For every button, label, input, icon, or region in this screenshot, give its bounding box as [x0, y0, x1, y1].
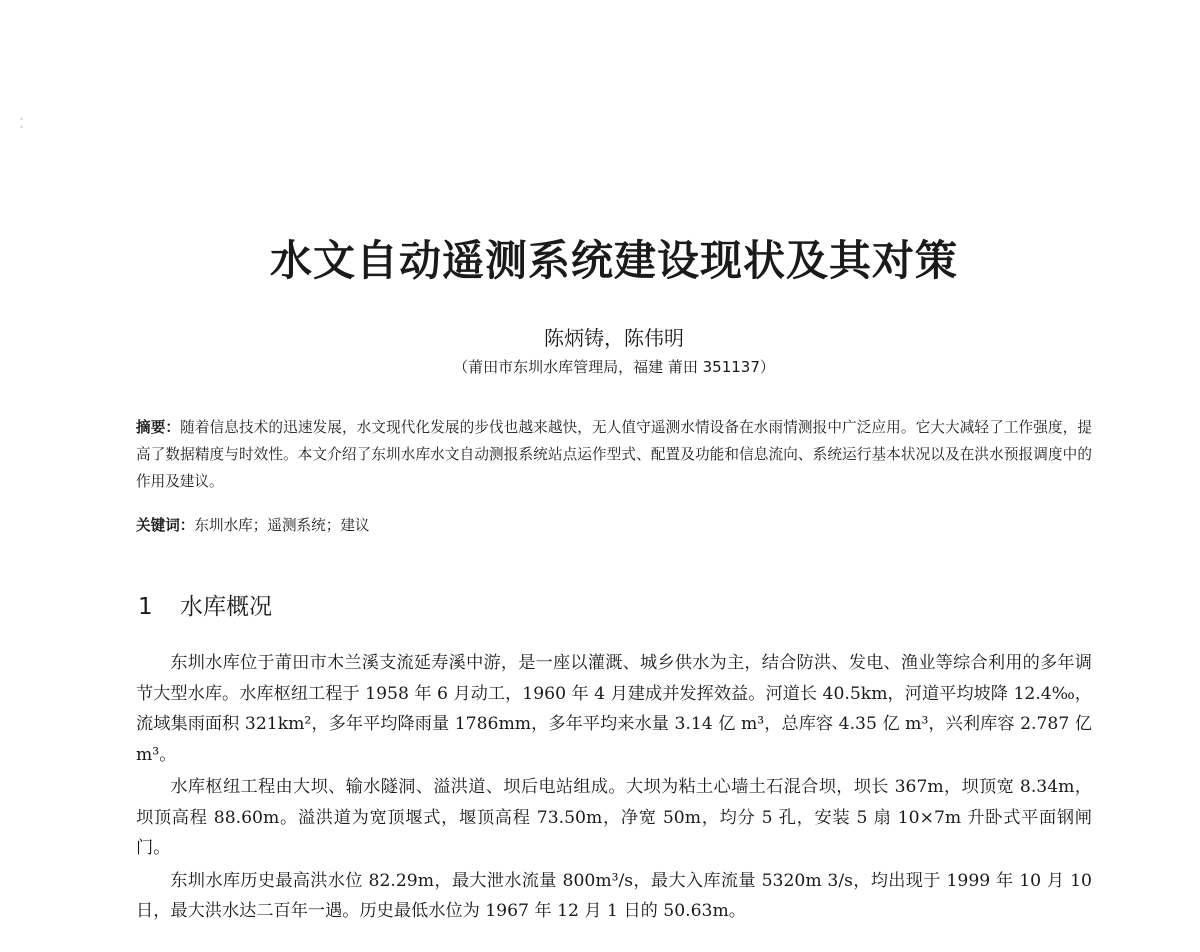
section-body	[136, 648, 1092, 929]
section-title: 水库概况	[180, 594, 272, 620]
paper-title: 水文自动遥测系统建设现状及其对策	[269, 236, 958, 285]
abstract	[136, 414, 1092, 495]
keywords-text: 东圳水库；遥测系统；建议	[194, 517, 370, 534]
keywords	[136, 512, 1092, 539]
margin-mark: · ·	[20, 115, 23, 132]
paper-authors: 陈炳铸，陈伟明	[544, 326, 684, 350]
abstract-text: 随着信息技术的迅速发展，水文现代化发展的步伐也越来越快，无人值守遥测水情设备在水雨情测报中广泛应用。它大大减轻了工作强度，提高了数据精度与时效性。本文介绍了东圳水库水文自动测报系统站点运作型式、配置及功能和信息流向、系统运行基本状况以及在洪水预报调度中的作用及建议。	[136, 419, 1092, 490]
keywords-label: 关键词：	[136, 517, 195, 534]
section-heading	[138, 588, 272, 621]
body-paragraph: 东圳水库位于莆田市木兰溪支流延寿溪中游，是一座以灌溉、城乡供水为主，结合防洪、发电、渔业等综合利用的多年调节大型水库。水库枢纽工程于 1958 年 6 月动工，1960 年 4 月建成并发挥效益。河道长 40.5km，河道平均坡降 12.4‰，流域集雨面积 321km²，多年平均降雨量 1786mm，多年平均来水量 3.14 亿 m³，总库容 4.35 亿 m³，兴利库容 2.787 亿 m³。	[136, 653, 1092, 765]
body-paragraph: 东圳水库历史最高洪水位 82.29m，最大泄水流量 800m³/s，最大入库流量 5320m 3/s，均出现于 1999 年 10 月 10 日，最大洪水达二百年一遇。历史最低水位为 1967 年 12 月 1 日的 50.63m。	[136, 870, 1092, 921]
paper-affiliation: （莆田市东圳水库管理局，福建 莆田 351137）	[453, 358, 775, 376]
body-paragraph: 水库枢纽工程由大坝、输水隧洞、溢洪道、坝后电站组成。大坝为粘土心墙土石混合坝，坝长 367m，坝顶宽 8.34m，坝顶高程 88.60m。溢洪道为宽顶堰式，堰顶高程 73.50m，净宽 50m，均分 5 孔，安装 5 扇 10×7m 升卧式平面钢闸门。	[136, 777, 1092, 858]
abstract-label: 摘要：	[136, 419, 181, 436]
section-number: 1	[138, 594, 153, 620]
